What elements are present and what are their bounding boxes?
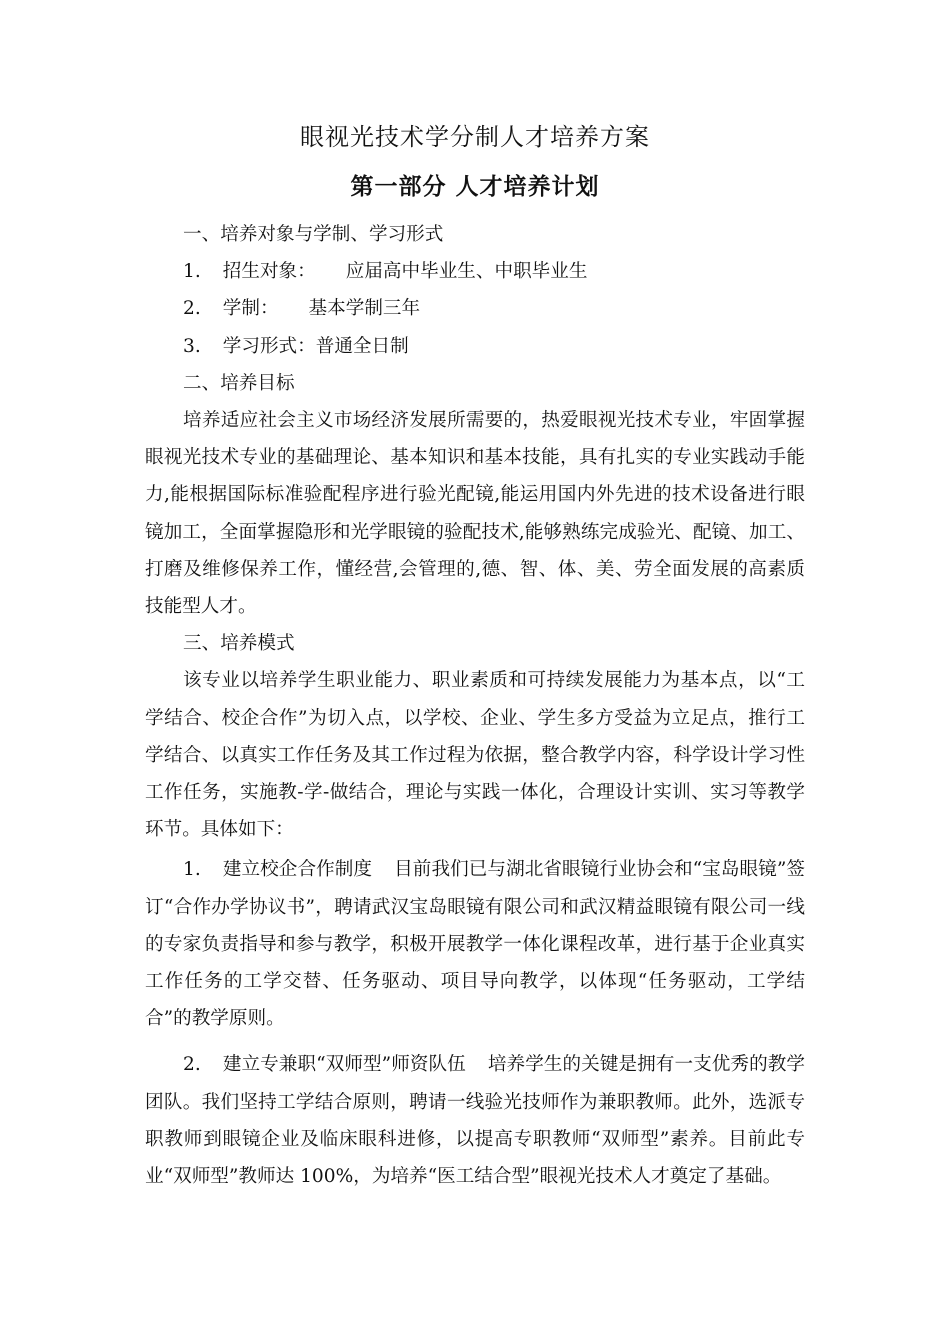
training-goal-paragraph: 培养适应社会主义市场经济发展所需要的，热爱眼视光技术专业，牢固掌握眼视光技术专业的基础理论、基本知识和基本技能，具有扎实的专业实践动手能力,能根据国际标准验配程序进行验光配镜,能运用国内外先进的技术设备进行眼镜加工，全面掌握隐形和光学眼镜的验配技术,能够熟练完成验光、配镜、加工、打磨及维修保养工作，懂经营,会管理的,德、智、体、美、劳全面发展的高素质技能型人才。 (145, 410, 805, 618)
section-heading-3: 三、培养模式 (183, 633, 295, 655)
point-text: 培养学生的关键是拥有一支优秀的教学团队。我们坚持工学结合原则，聘请一线验光技师作为兼职教师。此外，选派专职教师到眼镜企业及临床眼科进修，以提高专职教师“双师型”素养。目前此专业“双师型”教师达 100%，为培养“医工结合型”眼视光技术人才奠定了基础。 (145, 1054, 805, 1188)
item-number: 3. (183, 335, 201, 357)
item-label: 学制： (222, 298, 279, 320)
duration-item (145, 290, 805, 327)
point-title: 建立校企合作制度 (222, 859, 373, 881)
item-value: 基本学制三年 (308, 298, 421, 320)
item-value: 应届高中毕业生、中职毕业生 (345, 261, 588, 283)
point-paragraph-2 (145, 1046, 805, 1195)
document-subtitle: 第一部分 人才培养计划 (350, 174, 600, 200)
item-value: 普通全日制 (315, 335, 409, 357)
training-mode-paragraph: 该专业以培养学生职业能力、职业素质和可持续发展能力为基本点，以“工学结合、校企合作”为切入点，以学校、企业、学生多方受益为立足点，推行工学结合、以真实工作任务及其工作过程为依据，整合教学内容，科学设计学习性工作任务，实施教-学-做结合，理论与实践一体化，合理设计实训、实习等教学环节。具体如下： (145, 670, 805, 841)
point-number: 2. (183, 1054, 201, 1076)
point-title: 建立专兼职“双师型”师资队伍 (222, 1054, 466, 1076)
document-body (145, 216, 805, 1195)
section-heading-2: 二、培养目标 (183, 372, 295, 394)
study-form-item (145, 328, 805, 365)
point-number: 1. (183, 859, 201, 881)
document-title: 眼视光技术学分制人才培养方案 (300, 123, 650, 151)
item-label: 学习形式： (222, 335, 316, 357)
item-label: 招生对象： (222, 261, 316, 283)
point-text: 目前我们已与湖北省眼镜行业协会和“宝岛眼镜”签订“合作办学协议书”，聘请武汉宝岛眼镜有限公司和武汉精益眼镜有限公司一线的专家负责指导和参与教学，积极开展教学一体化课程改革，进行基于企业真实工作任务的工学交替、任务驱动、项目导向教学，以体现“任务驱动，工学结合”的教学原则。 (145, 859, 805, 1030)
item-number: 1. (183, 261, 201, 283)
point-paragraph-1 (145, 851, 805, 1037)
item-number: 2. (183, 298, 201, 320)
section-heading-1: 一、培养对象与学制、学习形式 (183, 224, 444, 245)
enrollment-item (145, 253, 805, 290)
